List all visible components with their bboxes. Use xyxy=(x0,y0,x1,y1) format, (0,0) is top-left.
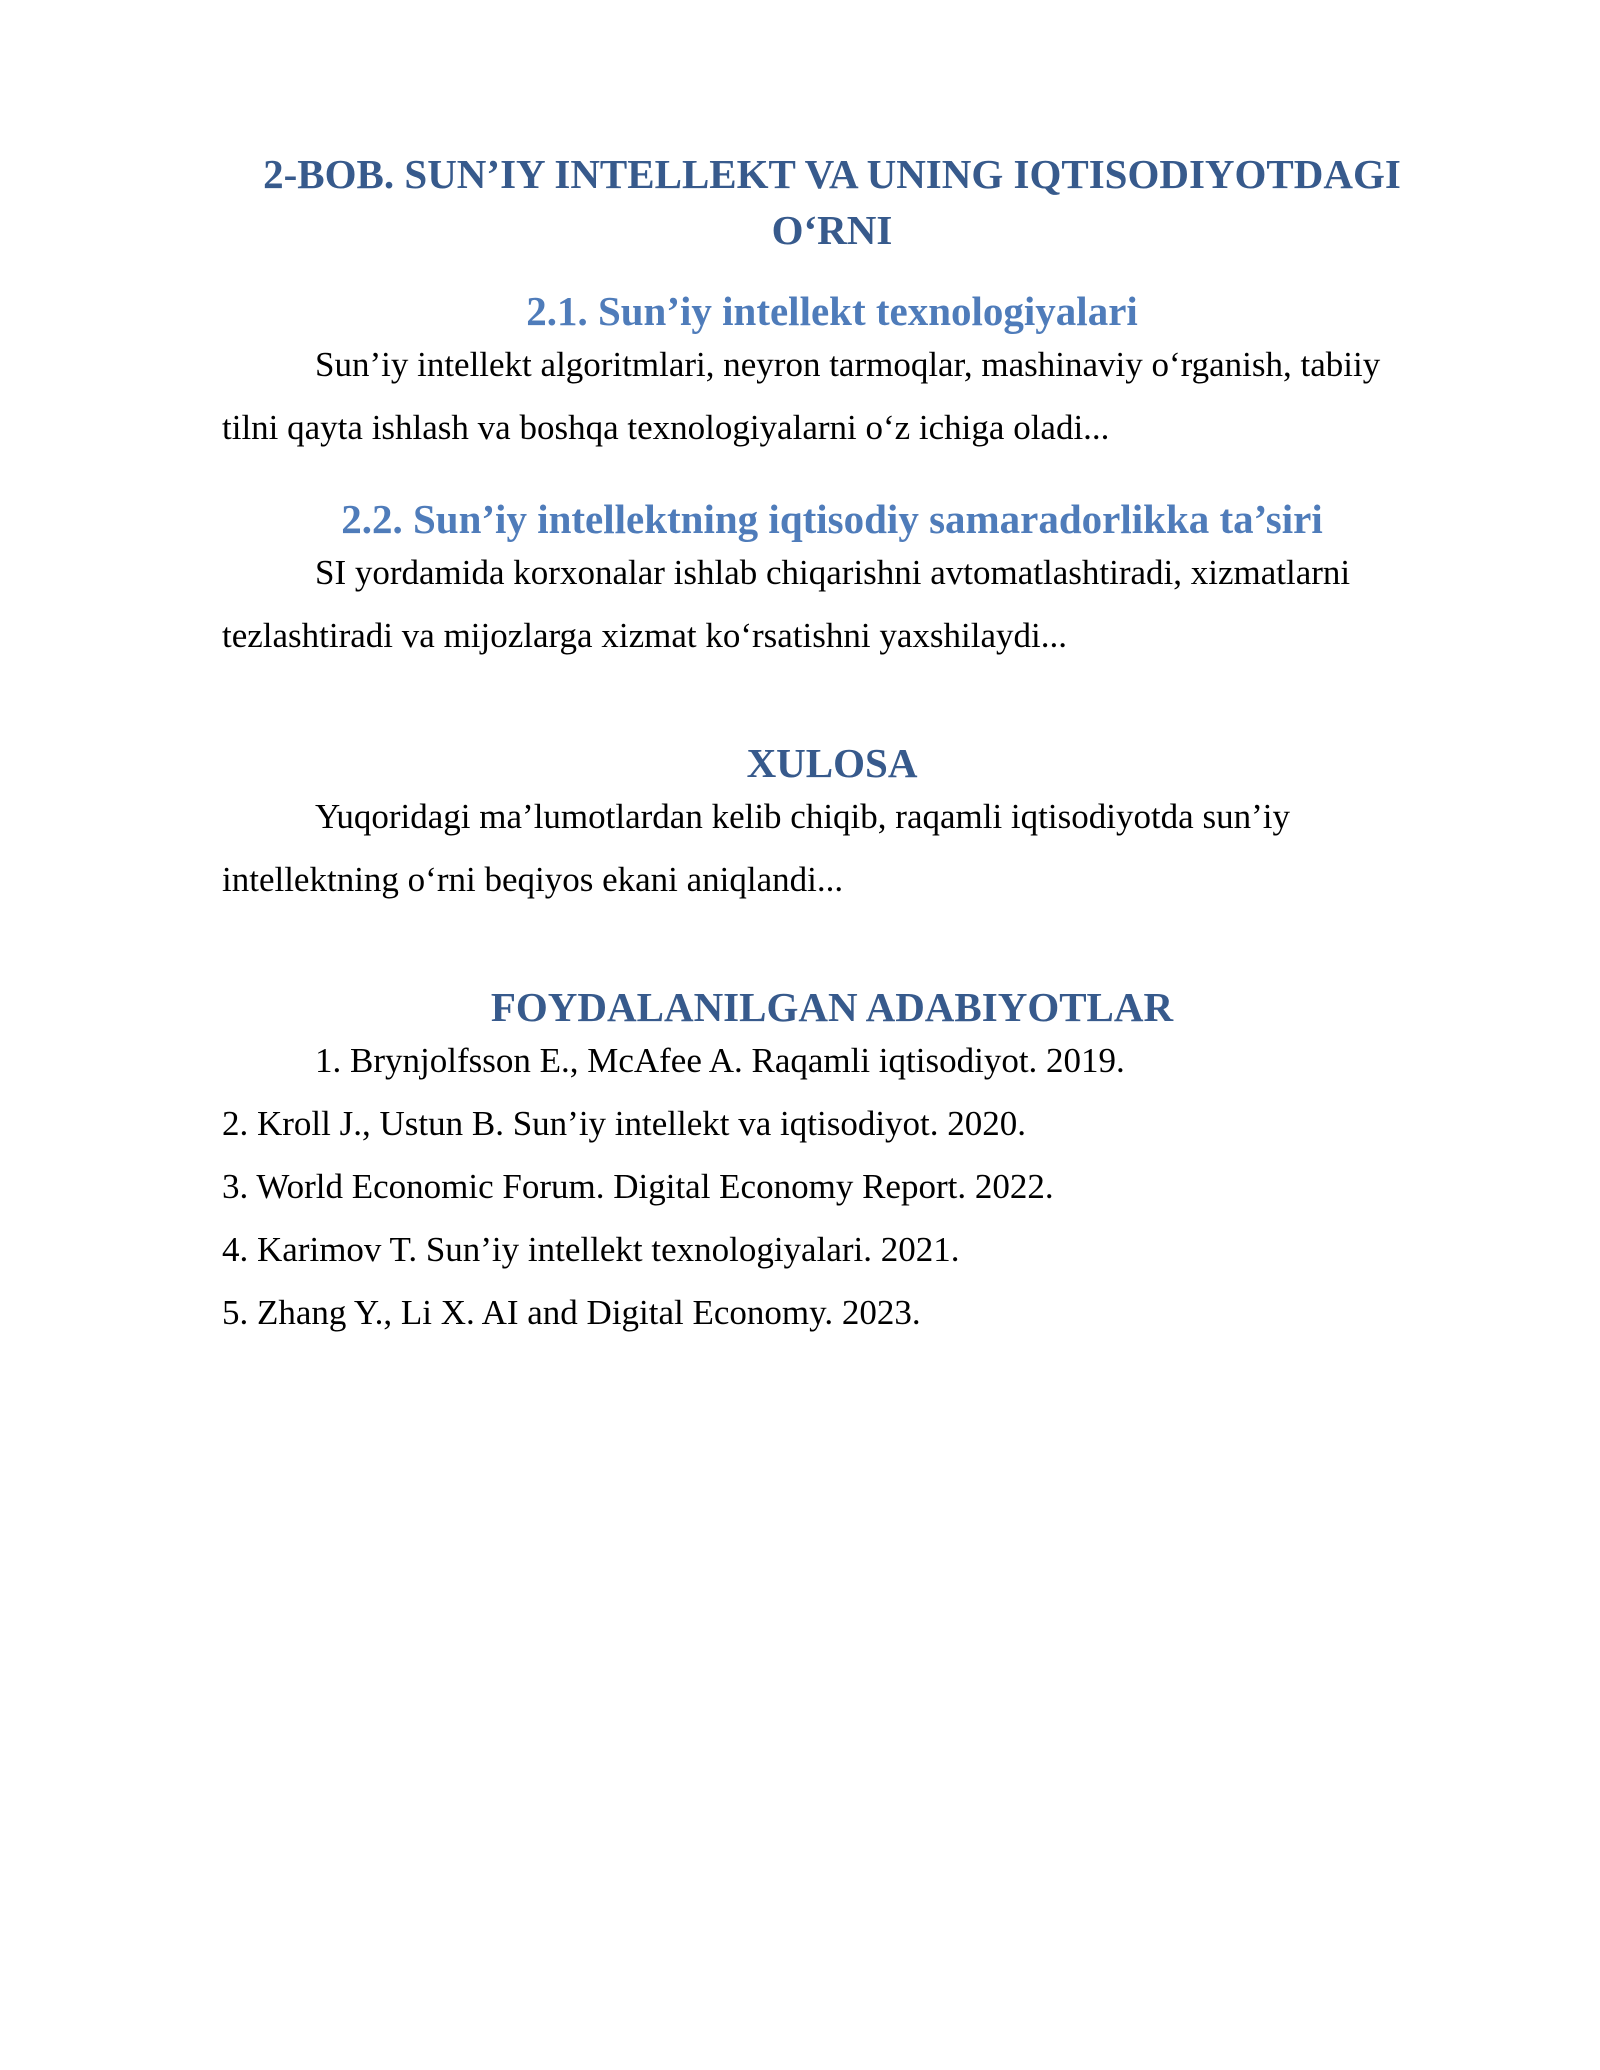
section-paragraph-2-1: Sun’iy intellekt algoritmlari, neyron tarmoqlar, mashinaviy o‘rganish, tabiiy tilni qayta ishlash va boshqa texnologiyalarni o‘z ichiga oladi... xyxy=(222,345,1381,447)
section-paragraph-2-2: SI yordamida korxonalar ishlab chiqarishni avtomatlashtiradi, xizmatlarni tezlashtiradi va mijozlarga xizmat ko‘rsatishni yaxshilaydi... xyxy=(222,553,1351,655)
reference-item: 1. Brynjolfsson E., McAfee A. Raqamli iqtisodiyot. 2019. xyxy=(315,1041,1125,1080)
reference-item: 2. Kroll J., Ustun B. Sun’iy intellekt va iqtisodiyot. 2020. xyxy=(222,1104,1027,1143)
reference-item: 3. World Economic Forum. Digital Economy Report. 2022. xyxy=(222,1167,1054,1206)
reference-item: 5. Zhang Y., Li X. AI and Digital Economy. 2023. xyxy=(222,1293,921,1332)
references-list xyxy=(222,1029,1442,1344)
section-heading-2-1: 2.1. Sun’iy intellekt texnologiyalari xyxy=(526,288,1138,334)
section-heading-2-2: 2.2. Sun’iy intellektning iqtisodiy samaradorlikka ta’siri xyxy=(341,496,1323,542)
reference-item: 4. Karimov T. Sun’iy intellekt texnologiyalari. 2021. xyxy=(222,1230,960,1269)
conclusion-heading: XULOSA xyxy=(746,740,918,786)
conclusion-paragraph: Yuqoridagi ma’lumotlardan kelib chiqib, raqamli iqtisodiyotda sun’iy intellektning o‘rni beqiyos ekani aniqlandi... xyxy=(222,797,1290,899)
references-heading: FOYDALANILGAN ADABIYOTLAR xyxy=(490,984,1174,1030)
chapter-title: 2-BOB. SUN’IY INTELLEKT VA UNING IQTISODIYOTDAGI O‘RNI xyxy=(263,151,1401,253)
